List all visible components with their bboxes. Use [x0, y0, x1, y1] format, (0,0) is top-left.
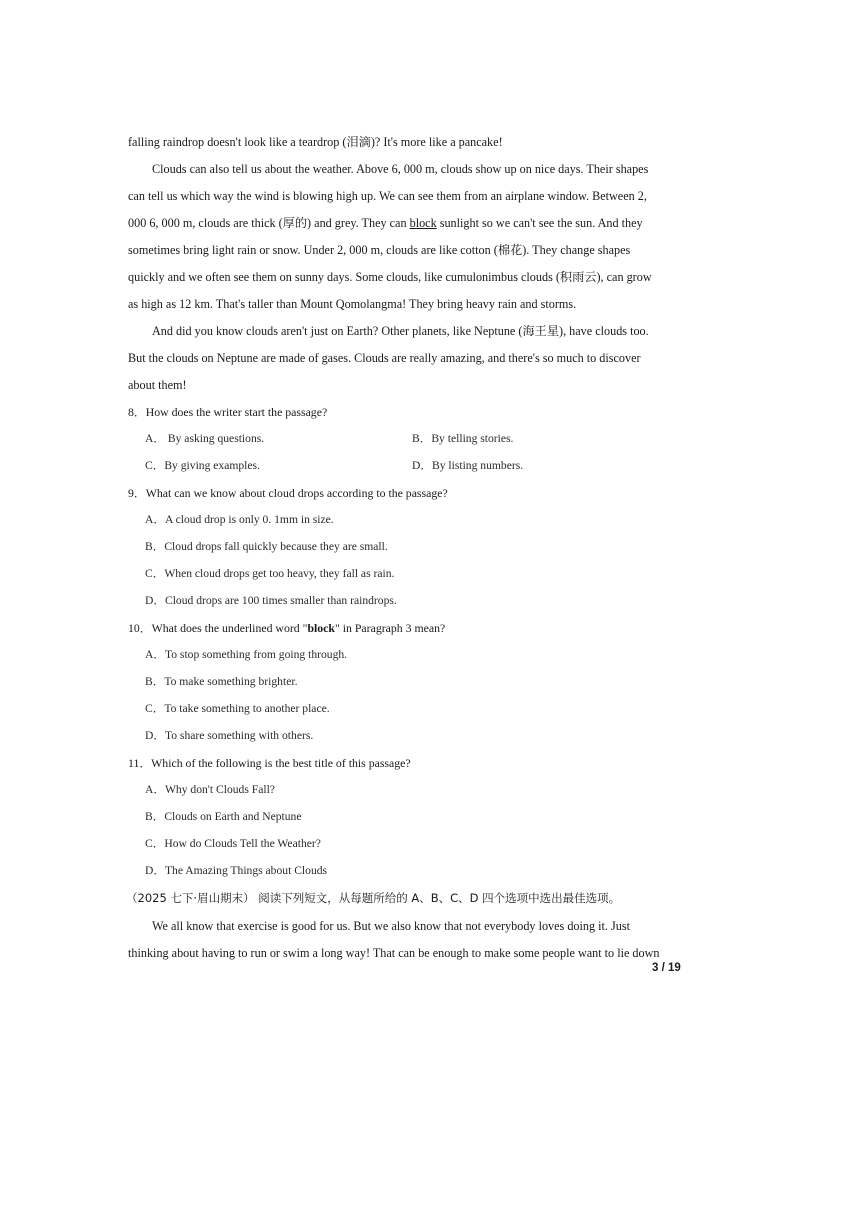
question-11-option-b: B．Clouds on Earth and Neptune: [145, 810, 302, 823]
passage-line: [128, 215, 643, 231]
passage-text: 000 6, 000 m, clouds are thick (厚的) and grey. They can: [128, 216, 410, 230]
underlined-word: block: [409, 216, 437, 230]
section-header: （2025 七下·眉山期末） 阅读下列短文，从每题所给的 A、B、C、D 四个选项中选出最佳选项。: [126, 891, 621, 905]
question-8-option-a: A． By asking questions.: [145, 432, 265, 445]
passage-line: And did you know clouds aren't just on Earth? Other planets, like Neptune (海王星), have clouds too.: [152, 324, 649, 338]
question-9-option-b: B．Cloud drops fall quickly because they are small.: [145, 540, 388, 553]
passage-text: sunlight so we can't see the sun. And they: [436, 216, 643, 230]
question-10-option-c: C．To take something to another place.: [145, 702, 330, 715]
question-11-option-c: C．How do Clouds Tell the Weather?: [145, 837, 321, 850]
passage-line: But the clouds on Neptune are made of gases. Clouds are really amazing, and there's so much to discover: [128, 351, 641, 365]
passage-line: falling raindrop doesn't look like a teardrop (泪滴)? It's more like a pancake!: [128, 135, 503, 149]
question-9-option-a: A．A cloud drop is only 0. 1mm in size.: [145, 513, 334, 526]
question-10-stem: [128, 620, 445, 636]
bold-word: block: [307, 621, 335, 635]
question-11-option-a: A．Why don't Clouds Fall?: [145, 783, 275, 796]
question-9-stem: 9．What can we know about cloud drops according to the passage?: [128, 486, 448, 500]
page-number: 3 / 19: [652, 962, 681, 974]
question-text: 10．What does the underlined word ": [128, 621, 308, 635]
passage-line: quickly and we often see them on sunny days. Some clouds, like cumulonimbus clouds (积雨云), can grow: [128, 270, 652, 284]
question-11-option-d: D．The Amazing Things about Clouds: [145, 864, 328, 877]
passage-line: about them!: [128, 378, 187, 392]
passage-line: sometimes bring light rain or snow. Under 2, 000 m, clouds are like cotton (棉花). They change shapes: [128, 243, 631, 257]
passage-line: thinking about having to run or swim a long way! That can be enough to make some people want to lie down: [128, 946, 660, 960]
passage-line: can tell us which way the wind is blowing high up. We can see them from an airplane window. Between 2,: [128, 189, 647, 203]
passage-line: Clouds can also tell us about the weather. Above 6, 000 m, clouds show up on nice days. Their shapes: [152, 162, 649, 176]
passage-line: We all know that exercise is good for us. But we also know that not everybody loves doing it. Just: [152, 919, 630, 933]
question-8-stem: 8．How does the writer start the passage?: [128, 405, 328, 419]
question-8-option-c: C．By giving examples.: [145, 459, 260, 472]
question-8-option-b: B．By telling stories.: [412, 432, 514, 445]
question-10-option-b: B．To make something brighter.: [145, 675, 298, 688]
question-text: " in Paragraph 3 mean?: [334, 621, 446, 635]
question-10-option-a: A．To stop something from going through.: [145, 648, 348, 661]
question-8-option-d: D．By listing numbers.: [412, 459, 524, 472]
question-10-option-d: D．To share something with others.: [145, 729, 314, 742]
passage-line: as high as 12 km. That's taller than Mount Qomolangma! They bring heavy rain and storms.: [128, 297, 577, 311]
question-9-option-c: C．When cloud drops get too heavy, they fall as rain.: [145, 567, 395, 580]
question-11-stem: 11．Which of the following is the best title of this passage?: [128, 756, 411, 770]
question-9-option-d: D．Cloud drops are 100 times smaller than raindrops.: [145, 594, 397, 607]
